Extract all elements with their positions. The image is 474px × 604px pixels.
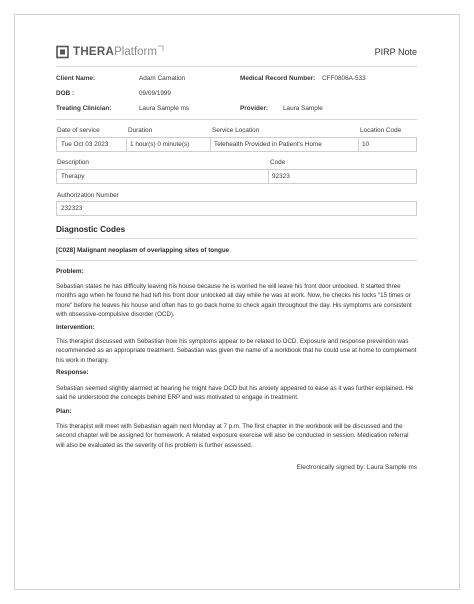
problem-text: Sebastian states he has difficulty leaving his house because he is worried he will leave his front door unlocked. It started three months ago when he found he had left his front door unlocked all day while he was at work. Now, he checks his locks "15 times or more" before he leaves his house and often has to go back home to check again throughout the day. His symptoms are consistent with obsessive-compulsive disorder (OCD). <box>56 283 412 318</box>
dob-label: DOB : <box>56 90 75 97</box>
diagnostic-codes-title: Diagnostic Codes <box>56 225 126 234</box>
plan-label: Plan: <box>56 408 72 415</box>
intervention-text: This therapist discussed with Sebastian how his symptoms appear to be related to OCD. Exposure and response prevention was recommended as an appropriate treatment. Sebastian was given the name of a workbook that he could use at home to complement his work in therapy. <box>56 338 417 364</box>
code-label: Code <box>270 159 286 166</box>
intervention-label: Intervention: <box>56 324 95 331</box>
authorization-field: 232323 <box>56 201 417 216</box>
mrn-value: CFF0806A-533 <box>322 75 366 82</box>
client-name-value: Adam Carnation <box>139 75 186 82</box>
logo-brand-bold: THERA <box>73 46 115 58</box>
clinician-label: Treating Clinician: <box>56 105 112 112</box>
location-code-field: 10 <box>358 137 417 152</box>
response-text: Sebastian seemed slightly alarmed at hearing he might have OCD but his anxiety appeared to ease as it was further explained. He said he understood the concepts behind ERP and was motivated to engage in treatment. <box>56 385 414 402</box>
thera-logo-icon <box>56 45 70 59</box>
diagnostic-code-line: [C028] Malignant neoplasm of overlapping sites of tongue <box>56 247 230 254</box>
authorization-label: Authorization Number <box>57 192 119 199</box>
logo <box>56 44 164 60</box>
diagnostic-code-divider <box>56 260 417 261</box>
service-location-field: Telehealth Provided in Patient's Home <box>210 137 359 152</box>
dob-value: 09/09/1999 <box>139 90 171 97</box>
document-title: PIRP Note <box>374 47 417 57</box>
duration-label: Duration <box>128 127 153 134</box>
provider-value: Laura Sample <box>283 105 323 112</box>
client-name-label: Client Name: <box>56 75 96 82</box>
mrn-label: Medical Record Number: <box>240 75 316 82</box>
description-label: Description <box>57 159 89 166</box>
problem-label: Problem: <box>56 268 84 275</box>
logo-corner-mark-icon <box>158 45 164 51</box>
service-location-label: Service Location <box>212 127 260 134</box>
electronic-signature: Electronically signed by: Laura Sample ms <box>296 464 417 471</box>
diagnostic-divider <box>56 238 417 239</box>
date-of-service-field: Tue Oct 03 2023 <box>56 137 127 152</box>
header-divider <box>56 66 417 67</box>
duration-field: 1 hour(s) 0 minute(s) <box>126 137 211 152</box>
code-field: 92323 <box>268 169 417 184</box>
response-label: Response: <box>56 369 89 376</box>
clinician-value: Laura Sample ms <box>139 105 190 112</box>
provider-label: Provider: <box>240 105 269 112</box>
plan-text: This therapist will meet with Sebastian again next Monday at 7 p.m. The first chapter in the workbook will be discussed and the second chapter will be assigned for homework. A related exposure exercise will also be conducted in session. Medication referral will also be evaluated as the severity of his problem is further assessed. <box>56 423 409 449</box>
client-divider <box>56 119 417 120</box>
description-field: Therapy <box>56 169 269 184</box>
date-of-service-label: Date of service <box>57 127 100 134</box>
logo-brand-light: Platform <box>114 46 157 58</box>
location-code-label: Location Code <box>360 127 402 134</box>
